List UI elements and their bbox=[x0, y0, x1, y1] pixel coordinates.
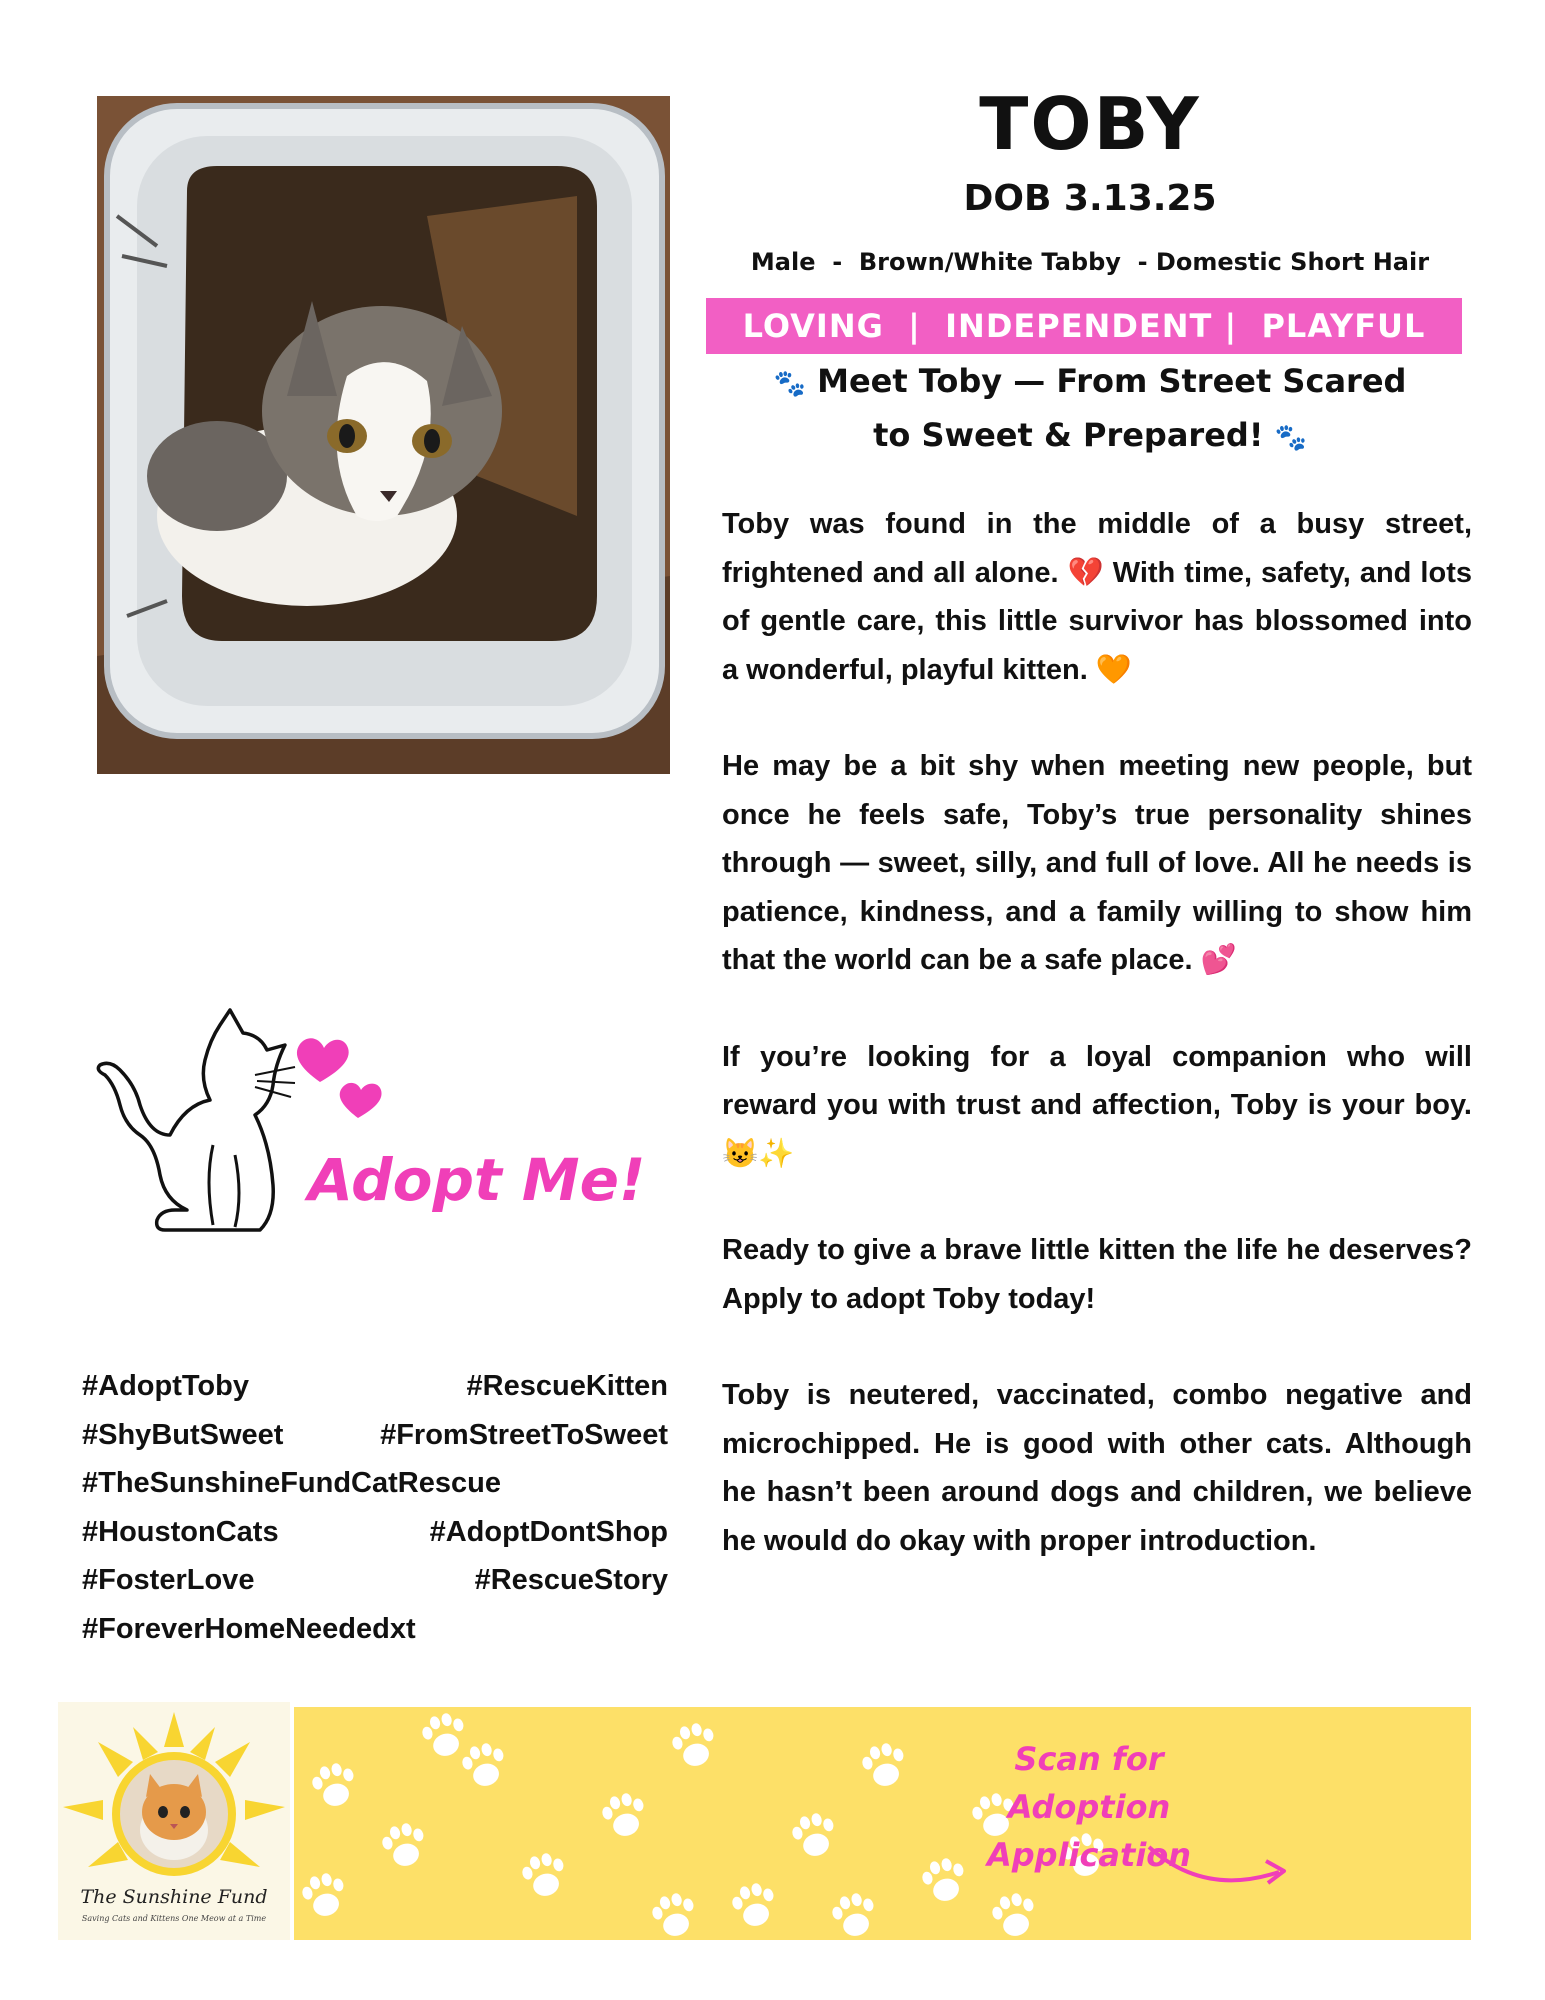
hashtag: #RescueStory bbox=[474, 1564, 668, 1596]
hashtag: #ShyButSweet bbox=[82, 1418, 284, 1451]
paw-print bbox=[829, 1890, 880, 1940]
paw-prints-icon: 🐾 bbox=[773, 369, 806, 399]
story-p2: He may be a bit shy when meeting new people, but once he feels safe, Toby’s true personality shines through — sweet, silly, and full of love. All he needs is patience, kindness, and a family willing to show him that the world can be a safe place. bbox=[722, 750, 1472, 976]
story-p5: Toby is neutered, vaccinated, combo negative and microchipped. He is good with other cats. Although he hasn’t been around dogs and children, we believe he would do okay with proper introduction. bbox=[722, 1379, 1472, 1557]
two-hearts-icon: 💕 bbox=[1200, 944, 1237, 976]
adopt-me-label: Adopt Me! bbox=[308, 1146, 646, 1214]
story-paragraph bbox=[722, 742, 1472, 985]
paw-pattern-icon bbox=[294, 1707, 1471, 1940]
paw-print bbox=[729, 1880, 780, 1931]
hashtag: #FromStreetToSweet bbox=[380, 1418, 668, 1451]
hashtag: #AdoptDontShop bbox=[429, 1515, 668, 1548]
orange-heart-icon: 🧡 bbox=[1095, 653, 1132, 686]
paw-prints-icon: 🐾 bbox=[1274, 423, 1307, 453]
hashtag: #ForeverHomeNeededxt bbox=[82, 1612, 416, 1645]
sparkles-icon: ✨ bbox=[758, 1137, 795, 1170]
pink-hearts-icon bbox=[290, 1030, 390, 1120]
toby-photo bbox=[97, 96, 670, 774]
traits-banner: LOVING | INDEPENDENT | PLAYFUL bbox=[706, 298, 1462, 354]
hashtag-row bbox=[82, 1605, 668, 1654]
hashtag-row bbox=[82, 1411, 668, 1460]
paw-print bbox=[989, 1890, 1040, 1940]
paw-print bbox=[309, 1760, 360, 1811]
sunshine-fund-logo bbox=[58, 1702, 290, 1940]
paw-print bbox=[419, 1710, 470, 1761]
hashtag-row bbox=[82, 1459, 668, 1508]
hashtag-row bbox=[82, 1508, 668, 1557]
paw-print bbox=[519, 1850, 570, 1901]
story-paragraph bbox=[722, 1371, 1472, 1565]
hashtag: #TheSunshineFundCatRescue bbox=[82, 1467, 501, 1499]
arrow-icon bbox=[1144, 1827, 1294, 1897]
story-p3: If you’re looking for a loyal companion who will reward you with trust and affection, Toby is your boy. bbox=[722, 1040, 1472, 1121]
paw-print bbox=[299, 1870, 350, 1921]
story-paragraph bbox=[722, 1226, 1472, 1323]
story-paragraph bbox=[722, 500, 1472, 694]
story-p1-a: Toby was found in the middle of a busy street, frightened and all alone. bbox=[722, 508, 1472, 589]
story-p4: Ready to give a brave little kitten the life he deserves? Apply to adopt Toby today! bbox=[722, 1234, 1472, 1315]
paw-print bbox=[859, 1740, 910, 1791]
hashtag-row bbox=[82, 1362, 668, 1411]
paw-print bbox=[379, 1820, 430, 1871]
paw-print bbox=[669, 1720, 720, 1771]
story-text bbox=[722, 500, 1472, 1613]
hashtag: #HoustonCats bbox=[82, 1515, 279, 1548]
footer-banner bbox=[58, 1702, 1471, 1940]
pet-name: TOBY bbox=[979, 82, 1201, 166]
hashtag: #AdoptToby bbox=[82, 1370, 249, 1402]
paw-print bbox=[789, 1810, 840, 1861]
story-paragraph bbox=[722, 1033, 1472, 1179]
logo-title: The Sunshine Fund bbox=[80, 1886, 268, 1908]
headline bbox=[720, 356, 1460, 464]
scan-line2: Application bbox=[986, 1836, 1192, 1874]
hashtag-row bbox=[82, 1556, 668, 1605]
broken-heart-icon: 💔 bbox=[1067, 556, 1104, 589]
paw-print bbox=[599, 1790, 650, 1841]
hashtag: #FosterLove bbox=[82, 1564, 255, 1596]
paw-pattern-panel bbox=[294, 1707, 1471, 1940]
cat-face-icon: 😺 bbox=[722, 1137, 759, 1170]
scan-line1: Scan for Adoption bbox=[1007, 1740, 1171, 1826]
pet-specs: Male - Brown/White Tabby - Domestic Short Hair bbox=[750, 248, 1430, 276]
pet-dob: DOB 3.13.25 bbox=[963, 178, 1217, 219]
story-p1-b: With time, safety, and lots of gentle care, this little survivor has blossomed into a wonderful, playful kitten. bbox=[722, 556, 1472, 686]
paw-print bbox=[459, 1740, 510, 1791]
headline-line1: Meet Toby — From Street Scared bbox=[817, 362, 1407, 400]
paw-print bbox=[649, 1890, 700, 1940]
logo-subtitle: Saving Cats and Kittens One Meow at a Time bbox=[81, 1914, 267, 1923]
headline-line2: to Sweet & Prepared! bbox=[873, 416, 1264, 454]
hashtags bbox=[82, 1362, 668, 1653]
hashtag: #RescueKitten bbox=[466, 1370, 668, 1402]
